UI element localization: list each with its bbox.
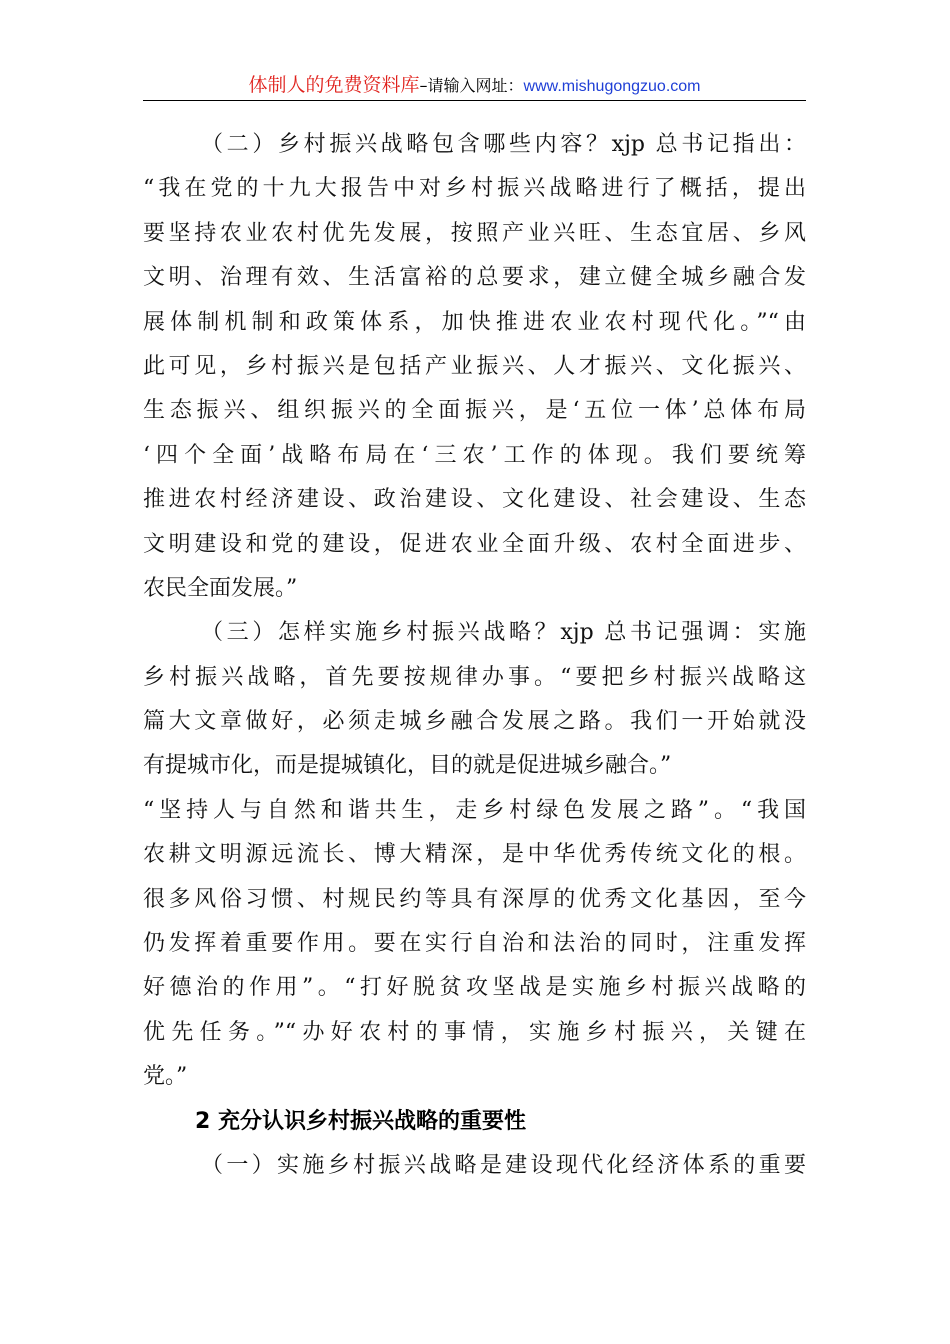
header-prompt: –请输入网址： — [419, 76, 524, 95]
page-header — [143, 70, 806, 101]
text-line: “我在党的十九大报告中对乡村振兴战略进行了概括，提出 — [143, 176, 806, 202]
header-brand: 体制人的免费资料库 — [248, 74, 420, 96]
text-line: 农民全面发展。” — [143, 575, 298, 601]
header-url-link[interactable]: www.mishugongzuo.com — [523, 78, 701, 95]
text-line: （一）实施乡村振兴战略是建设现代化经济体系的重要 — [201, 1152, 806, 1178]
text-line: 篇大文章做好，必须走城乡融合发展之路。我们一开始就没 — [143, 709, 806, 735]
text-line: 仍发挥着重要作用。要在实行自治和法治的同时，注重发挥 — [143, 931, 806, 957]
text-line: 展体制机制和政策体系，加快推进农业农村现代化。”“由 — [143, 309, 806, 335]
text-line: 要坚持农业农村优先发展，按照产业兴旺、生态宜居、乡风 — [143, 220, 806, 246]
document-body — [143, 123, 806, 1188]
text-line: （二）乡村振兴战略包含哪些内容？xjp 总书记指出： — [201, 132, 806, 157]
text-line: 乡村振兴战略，首先要按规律办事。“要把乡村振兴战略这 — [143, 664, 806, 690]
text-line: ‘四个全面’战略布局在‘三农’工作的体现。我们要统筹 — [143, 442, 806, 468]
text-line: 优先任务。”“办好农村的事情，实施乡村振兴，关键在 — [143, 1019, 806, 1045]
text-line: “坚持人与自然和谐共生，走乡村绿色发展之路”。“我国 — [143, 797, 806, 823]
text-line: 生态振兴、组织振兴的全面振兴，是‘五位一体’总体布局 — [143, 398, 806, 424]
text-line: 很多风俗习惯、村规民约等具有深厚的优秀文化基因，至今 — [143, 886, 806, 912]
text-line: 有提城市化，而是提城镇化，目的就是促进城乡融合。” — [143, 753, 672, 779]
text-line: 党。” — [143, 1064, 188, 1090]
section-heading: 2 充分认识乡村振兴战略的重要性 — [195, 1108, 526, 1134]
text-line: 推进农村经济建设、政治建设、文化建设、社会建设、生态 — [143, 487, 806, 513]
paragraph-2 — [143, 123, 806, 611]
text-line: （三）怎样实施乡村振兴战略？xjp 总书记强调：实施 — [201, 620, 806, 646]
text-line: 此可见，乡村振兴是包括产业振兴、人才振兴、文化振兴、 — [143, 353, 806, 379]
text-line: 文明、治理有效、生活富裕的总要求，建立健全城乡融合发 — [143, 265, 806, 291]
text-line: 文明建设和党的建设，促进农业全面升级、农村全面进步、 — [143, 531, 806, 557]
text-line: 好德治的作用”。“打好脱贫攻坚战是实施乡村振兴战略的 — [143, 975, 806, 1001]
text-line: 农耕文明源远流长、博大精深，是中华优秀传统文化的根。 — [143, 842, 806, 868]
paragraph-3 — [143, 611, 806, 1099]
